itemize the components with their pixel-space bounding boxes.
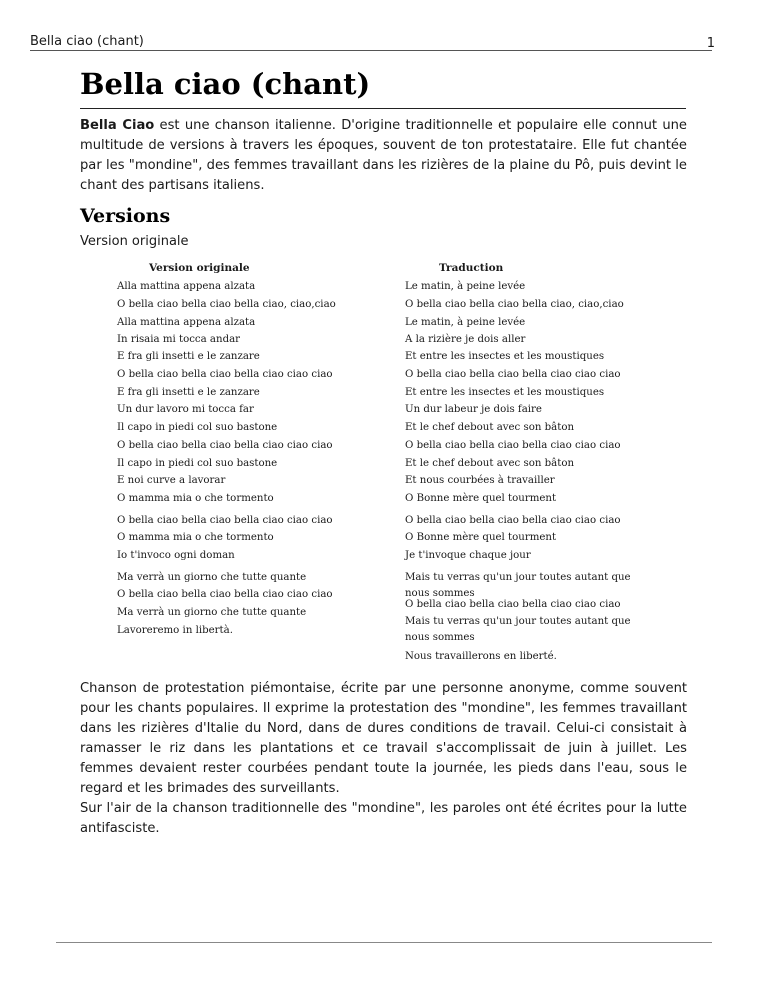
original-lyric-line: O mamma mia o che tormento — [117, 532, 274, 543]
translation-lyric-line: Et entre les insectes et les moustiques — [405, 351, 605, 362]
footer-rule — [56, 942, 712, 943]
original-lyric-line: E fra gli insetti e le zanzare — [117, 387, 260, 398]
translation-lyric-line: Le matin, à peine levée — [405, 317, 526, 328]
translation-lyric-line: Le matin, à peine levée — [405, 281, 526, 292]
original-lyric-line: Io t'invoco ogni doman — [117, 550, 235, 561]
original-column-header: Version originale — [149, 262, 250, 274]
original-lyric-line: Alla mattina appena alzata — [117, 281, 256, 292]
original-lyric-line: O bella ciao bella ciao bella ciao ciao ciao — [117, 515, 333, 526]
original-lyric-line: Lavoreremo in libertà. — [117, 625, 233, 636]
translation-lyric-line: Je t'invoque chaque jour — [405, 550, 531, 561]
original-lyric-line: O mamma mia o che tormento — [117, 493, 274, 504]
running-header — [30, 34, 715, 51]
original-lyric-line: O bella ciao bella ciao bella ciao ciao ciao — [117, 369, 333, 380]
translation-lyric-line: Et entre les insectes et les moustiques — [405, 387, 605, 398]
translation-lyric-line: O bella ciao bella ciao bella ciao ciao ciao — [405, 515, 621, 526]
translation-lyric-line: O bella ciao bella ciao bella ciao ciao ciao — [405, 369, 621, 380]
original-lyric-line: Il capo in piedi col suo bastone — [117, 422, 278, 433]
translation-lyric-line: Mais tu verras qu'un jour toutes autant que nous sommes — [405, 616, 631, 643]
original-lyric-line: O bella ciao bella ciao bella ciao ciao ciao — [117, 589, 333, 600]
translation-lyric-line: Mais tu verras qu'un jour toutes autant que nous sommes — [405, 572, 631, 599]
original-lyric-line: Ma verrà un giorno che tutte quante — [117, 607, 307, 618]
original-lyric-line: O bella ciao bella ciao bella ciao ciao ciao — [117, 440, 333, 451]
page-number: 1 — [706, 36, 715, 51]
original-lyric-line: O bella ciao bella ciao bella ciao, ciao,ciao — [117, 299, 336, 310]
translation-lyric-line: Et nous courbées à travailler — [405, 475, 555, 486]
original-lyric-line: Alla mattina appena alzata — [117, 317, 256, 328]
body-paragraph-1: Chanson de protestation piémontaise, écrite par une personne anonyme, comme souvent pour les chants populaires. Il exprime la protestation des "mondine", les femmes travaillant dans les rizières d'Italie du Nord, dans de dures conditions de travail. Celui-ci consistait à ramasser le riz dans les plantations et ce travail s'accomplissait de juin à juillet. Les femmes devaient rester courbées pendant toute la journée, les pieds dans l'eau, sous le regard et les brimades des surveillants. — [80, 681, 687, 796]
body-paragraph-2: Sur l'air de la chanson traditionnelle des "mondine", les paroles ont été écrites pour la lutte antifasciste. — [80, 801, 687, 836]
original-lyric-line: Ma verrà un giorno che tutte quante — [117, 572, 307, 583]
original-lyric-line: E noi curve a lavorar — [117, 475, 226, 486]
original-lyric-line: Un dur lavoro mi tocca far — [117, 404, 254, 415]
translation-lyric-line: O bella ciao bella ciao bella ciao ciao ciao — [405, 599, 621, 610]
original-lyric-line: In risaia mi tocca andar — [117, 334, 241, 345]
page-title: Bella ciao (chant) — [80, 66, 686, 109]
translation-column-header: Traduction — [439, 262, 504, 274]
section-title: Versions — [80, 205, 171, 227]
translation-lyric-line: O bella ciao bella ciao bella ciao ciao ciao — [405, 440, 621, 451]
intro-text: est une chanson italienne. D'origine traditionnelle et populaire elle connut une multitude de versions à travers les époques, souvent de ton protestataire. Elle fut chantée par les "mondine", des femmes travaillant dans les rizières de la plaine du Pô, puis devint le chant des partisans italiens. — [80, 118, 687, 193]
translation-lyric-line: A la rizière je dois aller — [405, 334, 526, 345]
original-lyric-line: E fra gli insetti e le zanzare — [117, 351, 260, 362]
translation-lyric-line: O bella ciao bella ciao bella ciao, ciao,ciao — [405, 299, 624, 310]
translation-lyric-line: Et le chef debout avec son bâton — [405, 458, 575, 469]
translation-lyric-line: Et le chef debout avec son bâton — [405, 422, 575, 433]
running-title: Bella ciao (chant) — [30, 34, 144, 49]
translation-lyric-line: O Bonne mère quel tourment — [405, 493, 557, 504]
translation-lyric-line: O Bonne mère quel tourment — [405, 532, 557, 543]
translation-lyric-line: Un dur labeur je dois faire — [405, 404, 542, 415]
original-lyric-line: Il capo in piedi col suo bastone — [117, 458, 278, 469]
intro-bold-term: Bella Ciao — [80, 118, 155, 133]
section-subtitle: Version originale — [80, 234, 189, 249]
intro-paragraph — [80, 116, 687, 196]
translation-lyric-line: Nous travaillerons en liberté. — [405, 651, 557, 662]
